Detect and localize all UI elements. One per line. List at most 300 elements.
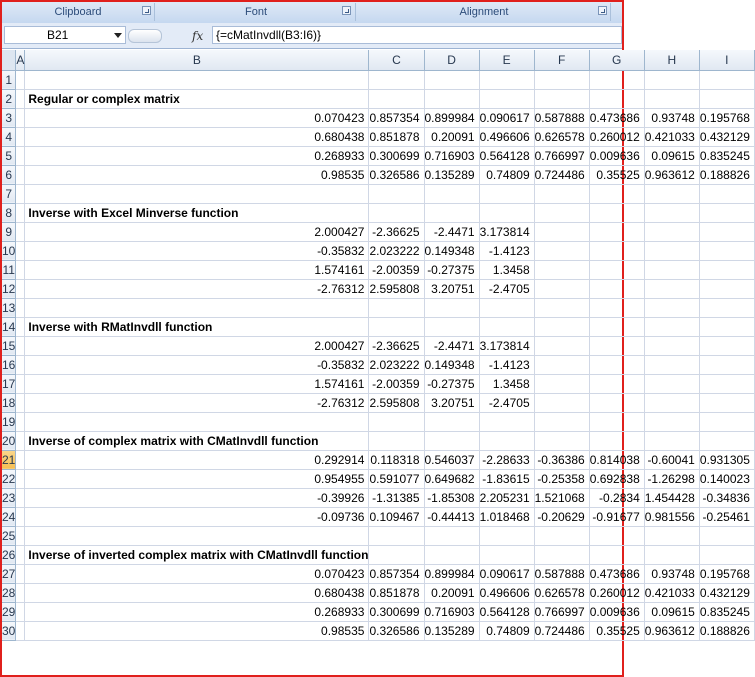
cell[interactable]: 0.135289 (424, 165, 479, 184)
cell[interactable] (25, 70, 369, 89)
cell[interactable]: -1.4123 (479, 241, 534, 260)
row-header[interactable]: 9 (2, 222, 16, 241)
column-header-g[interactable]: G (589, 50, 644, 70)
cell[interactable]: 0.432129 (699, 127, 754, 146)
cell[interactable] (16, 431, 25, 450)
cell[interactable]: 0.35525 (589, 621, 644, 640)
row-header[interactable]: 20 (2, 431, 16, 450)
cell[interactable] (16, 108, 25, 127)
column-header-b[interactable]: B (25, 50, 369, 70)
section-title-cell[interactable]: Inverse with RMatInvdll function (25, 317, 369, 336)
cell[interactable]: 0.851878 (369, 583, 424, 602)
cell[interactable] (644, 89, 699, 108)
cell[interactable]: 0.766997 (534, 146, 589, 165)
cell[interactable] (369, 184, 424, 203)
cell[interactable] (589, 298, 644, 317)
cell[interactable]: 1.3458 (479, 260, 534, 279)
cell[interactable]: 0.963612 (644, 621, 699, 640)
cell[interactable]: 0.680438 (25, 127, 369, 146)
section-title-cell[interactable]: Regular or complex matrix (25, 89, 369, 108)
ribbon-group-font[interactable] (157, 3, 356, 21)
cell[interactable]: 0.814038 (589, 450, 644, 469)
cell[interactable]: 0.649682 (424, 469, 479, 488)
cell[interactable]: -2.4471 (424, 336, 479, 355)
cell[interactable] (644, 355, 699, 374)
cell[interactable] (16, 222, 25, 241)
cell[interactable]: 0.109467 (369, 507, 424, 526)
cell[interactable] (16, 184, 25, 203)
row-header[interactable]: 15 (2, 336, 16, 355)
cell[interactable]: -1.4123 (479, 355, 534, 374)
cell[interactable]: -0.39926 (25, 488, 369, 507)
cell[interactable] (699, 298, 754, 317)
cell[interactable] (589, 545, 644, 564)
cell[interactable]: -2.76312 (25, 393, 369, 412)
cell[interactable] (479, 298, 534, 317)
cell[interactable]: -0.25358 (534, 469, 589, 488)
font-launcher-icon[interactable] (342, 6, 351, 15)
cell[interactable] (589, 412, 644, 431)
cell[interactable]: 0.09615 (644, 602, 699, 621)
cell[interactable] (369, 298, 424, 317)
cell[interactable] (589, 279, 644, 298)
cell[interactable]: 0.135289 (424, 621, 479, 640)
ribbon-group-alignment[interactable] (358, 3, 611, 21)
cell[interactable] (644, 374, 699, 393)
row-header[interactable]: 17 (2, 374, 16, 393)
column-header-a[interactable]: A (16, 50, 25, 70)
cell[interactable] (16, 374, 25, 393)
cell[interactable] (16, 526, 25, 545)
cell[interactable] (424, 545, 479, 564)
cell[interactable] (644, 279, 699, 298)
cell[interactable]: 2.000427 (25, 336, 369, 355)
insert-function-icon[interactable]: fx (192, 29, 204, 43)
cell[interactable] (589, 184, 644, 203)
cell[interactable] (16, 146, 25, 165)
cell[interactable]: 0.268933 (25, 602, 369, 621)
section-title-cell[interactable]: Inverse of complex matrix with CMatInvdll function (25, 431, 369, 450)
cell[interactable]: -2.00359 (369, 374, 424, 393)
cell[interactable] (424, 431, 479, 450)
cell[interactable]: 3.173814 (479, 222, 534, 241)
cell[interactable]: 0.09615 (644, 146, 699, 165)
cell[interactable]: 0.188826 (699, 165, 754, 184)
cell[interactable] (644, 393, 699, 412)
cell[interactable]: 0.546037 (424, 450, 479, 469)
cell[interactable]: 0.564128 (479, 146, 534, 165)
row-header[interactable]: 22 (2, 469, 16, 488)
cell[interactable]: -2.28633 (479, 450, 534, 469)
cell[interactable]: 0.857354 (369, 564, 424, 583)
cell[interactable] (534, 374, 589, 393)
cell[interactable]: -0.35832 (25, 355, 369, 374)
select-all-corner[interactable] (2, 50, 16, 70)
cell[interactable]: -0.34836 (699, 488, 754, 507)
row-header[interactable]: 8 (2, 203, 16, 222)
cell[interactable] (479, 317, 534, 336)
cell[interactable] (589, 355, 644, 374)
cell[interactable] (699, 393, 754, 412)
cell[interactable]: 0.421033 (644, 583, 699, 602)
cell[interactable] (699, 374, 754, 393)
cell[interactable]: 2.595808 (369, 393, 424, 412)
cell[interactable] (699, 222, 754, 241)
cell[interactable] (534, 260, 589, 279)
cell[interactable] (16, 355, 25, 374)
row-header[interactable]: 7 (2, 184, 16, 203)
cell[interactable] (589, 317, 644, 336)
cell[interactable]: 0.300699 (369, 602, 424, 621)
cell[interactable]: -0.60041 (644, 450, 699, 469)
cell[interactable] (16, 127, 25, 146)
ribbon-group-clipboard[interactable] (2, 3, 155, 21)
cell[interactable]: 0.835245 (699, 146, 754, 165)
cell[interactable] (424, 203, 479, 222)
cell[interactable] (479, 184, 534, 203)
cell[interactable]: -2.36625 (369, 222, 424, 241)
cell[interactable] (534, 526, 589, 545)
cell[interactable] (534, 545, 589, 564)
cell[interactable] (644, 317, 699, 336)
cell[interactable]: 2.023222 (369, 355, 424, 374)
row-header[interactable]: 23 (2, 488, 16, 507)
cell[interactable] (369, 70, 424, 89)
cell[interactable]: 0.931305 (699, 450, 754, 469)
cell[interactable]: 1.574161 (25, 374, 369, 393)
row-header[interactable]: 21 (2, 450, 16, 469)
cell[interactable] (479, 70, 534, 89)
cell[interactable] (479, 203, 534, 222)
row-header[interactable]: 27 (2, 564, 16, 583)
cell[interactable] (534, 70, 589, 89)
cell[interactable] (699, 526, 754, 545)
cell[interactable]: 0.564128 (479, 602, 534, 621)
cell[interactable]: 0.716903 (424, 602, 479, 621)
cell[interactable]: 0.149348 (424, 355, 479, 374)
cell[interactable] (644, 412, 699, 431)
cell[interactable] (534, 222, 589, 241)
cell[interactable] (534, 412, 589, 431)
cell[interactable]: 0.981556 (644, 507, 699, 526)
cell[interactable]: 2.205231 (479, 488, 534, 507)
column-header-e[interactable]: E (479, 50, 534, 70)
row-header[interactable]: 28 (2, 583, 16, 602)
cell[interactable] (16, 241, 25, 260)
cell[interactable] (16, 450, 25, 469)
cell[interactable] (699, 70, 754, 89)
cell[interactable] (534, 89, 589, 108)
cell[interactable] (644, 526, 699, 545)
cell[interactable]: 0.93748 (644, 564, 699, 583)
cell[interactable] (644, 260, 699, 279)
cell[interactable] (534, 355, 589, 374)
cell[interactable]: -2.4705 (479, 279, 534, 298)
cell[interactable] (534, 298, 589, 317)
chevron-down-icon[interactable] (114, 33, 122, 38)
cell[interactable]: 0.680438 (25, 583, 369, 602)
cell[interactable] (479, 431, 534, 450)
cell[interactable]: 1.3458 (479, 374, 534, 393)
cell[interactable] (424, 317, 479, 336)
cell[interactable] (369, 545, 424, 564)
cell[interactable] (589, 203, 644, 222)
cell[interactable]: 0.260012 (589, 127, 644, 146)
row-header[interactable]: 6 (2, 165, 16, 184)
cell[interactable] (16, 602, 25, 621)
row-header[interactable]: 1 (2, 70, 16, 89)
formula-bar-splitter[interactable] (128, 29, 162, 43)
cell[interactable]: -1.85308 (424, 488, 479, 507)
cell[interactable]: -0.35832 (25, 241, 369, 260)
cell[interactable] (479, 545, 534, 564)
cell[interactable]: 0.74809 (479, 165, 534, 184)
row-header[interactable]: 29 (2, 602, 16, 621)
cell[interactable] (16, 165, 25, 184)
cell[interactable] (16, 583, 25, 602)
cell[interactable]: 0.587888 (534, 564, 589, 583)
cell[interactable]: 0.766997 (534, 602, 589, 621)
row-header[interactable]: 18 (2, 393, 16, 412)
cell[interactable]: 0.149348 (424, 241, 479, 260)
cell[interactable]: -0.27375 (424, 374, 479, 393)
cell[interactable] (16, 469, 25, 488)
cell[interactable]: 0.090617 (479, 108, 534, 127)
cell[interactable]: 0.473686 (589, 564, 644, 583)
cell[interactable] (534, 336, 589, 355)
cell[interactable]: -0.09736 (25, 507, 369, 526)
column-header-f[interactable]: F (534, 50, 589, 70)
cell[interactable]: 0.724486 (534, 165, 589, 184)
row-header[interactable]: 2 (2, 89, 16, 108)
cell[interactable] (16, 70, 25, 89)
column-header-h[interactable]: H (644, 50, 699, 70)
cell[interactable]: 0.591077 (369, 469, 424, 488)
cell[interactable]: 0.835245 (699, 602, 754, 621)
cell[interactable] (644, 222, 699, 241)
cell[interactable] (16, 89, 25, 108)
cell[interactable] (589, 336, 644, 355)
cell[interactable]: 0.963612 (644, 165, 699, 184)
cell[interactable]: 0.090617 (479, 564, 534, 583)
cell[interactable]: -0.44413 (424, 507, 479, 526)
cell[interactable]: 0.421033 (644, 127, 699, 146)
cell[interactable] (644, 336, 699, 355)
cell[interactable] (424, 526, 479, 545)
cell[interactable]: 1.521068 (534, 488, 589, 507)
section-title-cell[interactable]: Inverse of inverted complex matrix with CMatInvdll function (25, 545, 369, 564)
cell[interactable] (479, 526, 534, 545)
row-header[interactable]: 24 (2, 507, 16, 526)
cell[interactable]: 0.496606 (479, 127, 534, 146)
cell[interactable] (644, 203, 699, 222)
cell[interactable] (699, 355, 754, 374)
cell[interactable] (589, 526, 644, 545)
cell[interactable] (589, 89, 644, 108)
cell[interactable]: 0.74809 (479, 621, 534, 640)
cell[interactable]: 1.574161 (25, 260, 369, 279)
cell[interactable] (369, 431, 424, 450)
cell[interactable] (699, 260, 754, 279)
cell[interactable]: 0.857354 (369, 108, 424, 127)
cell[interactable]: 0.326586 (369, 621, 424, 640)
row-header[interactable]: 12 (2, 279, 16, 298)
cell[interactable] (534, 317, 589, 336)
cell[interactable]: -0.2834 (589, 488, 644, 507)
cell[interactable]: 0.300699 (369, 146, 424, 165)
cell[interactable] (699, 279, 754, 298)
formula-input[interactable]: {=cMatInvdll(B3:I6)} (212, 26, 622, 44)
cell[interactable]: 1.454428 (644, 488, 699, 507)
cell[interactable]: 3.173814 (479, 336, 534, 355)
cell[interactable] (424, 298, 479, 317)
cell[interactable] (534, 241, 589, 260)
cell[interactable] (644, 431, 699, 450)
cell[interactable]: 0.268933 (25, 146, 369, 165)
cell[interactable] (589, 222, 644, 241)
cell[interactable]: 2.595808 (369, 279, 424, 298)
cell[interactable] (25, 526, 369, 545)
row-header[interactable]: 4 (2, 127, 16, 146)
cell[interactable]: 0.93748 (644, 108, 699, 127)
cell[interactable] (699, 241, 754, 260)
cell[interactable] (699, 184, 754, 203)
row-header[interactable]: 11 (2, 260, 16, 279)
cell[interactable]: 0.140023 (699, 469, 754, 488)
cell[interactable]: 0.070423 (25, 564, 369, 583)
cell[interactable] (16, 507, 25, 526)
cell[interactable]: -2.4471 (424, 222, 479, 241)
row-header[interactable]: 10 (2, 241, 16, 260)
cell[interactable] (699, 412, 754, 431)
alignment-launcher-icon[interactable] (598, 6, 607, 15)
cell[interactable]: 3.20751 (424, 393, 479, 412)
column-header-c[interactable]: C (369, 50, 424, 70)
cell[interactable] (16, 412, 25, 431)
cell[interactable]: 2.023222 (369, 241, 424, 260)
cell[interactable] (589, 70, 644, 89)
cell[interactable]: -2.4705 (479, 393, 534, 412)
row-header[interactable]: 30 (2, 621, 16, 640)
cell[interactable]: 0.587888 (534, 108, 589, 127)
cell[interactable] (699, 545, 754, 564)
column-header-d[interactable]: D (424, 50, 479, 70)
cell[interactable]: 3.20751 (424, 279, 479, 298)
column-header-i[interactable]: I (699, 50, 754, 70)
cell[interactable]: 0.326586 (369, 165, 424, 184)
cell[interactable]: 0.716903 (424, 146, 479, 165)
cell[interactable] (16, 545, 25, 564)
cell[interactable] (16, 393, 25, 412)
cell[interactable] (589, 241, 644, 260)
cell[interactable]: 0.899984 (424, 564, 479, 583)
cell[interactable] (699, 203, 754, 222)
cell[interactable] (16, 203, 25, 222)
cell[interactable] (589, 260, 644, 279)
cell[interactable] (369, 317, 424, 336)
cell[interactable]: 0.20091 (424, 127, 479, 146)
cell[interactable]: -1.26298 (644, 469, 699, 488)
cell[interactable] (16, 260, 25, 279)
cell[interactable]: 0.20091 (424, 583, 479, 602)
cell[interactable] (25, 412, 369, 431)
cell[interactable]: 0.98535 (25, 621, 369, 640)
cell[interactable]: 0.496606 (479, 583, 534, 602)
cell[interactable]: 0.724486 (534, 621, 589, 640)
row-header[interactable]: 19 (2, 412, 16, 431)
cell[interactable] (644, 70, 699, 89)
clipboard-launcher-icon[interactable] (142, 6, 151, 15)
row-header[interactable]: 13 (2, 298, 16, 317)
cell[interactable]: 0.009636 (589, 146, 644, 165)
cell[interactable]: 0.626578 (534, 583, 589, 602)
cell[interactable]: 0.260012 (589, 583, 644, 602)
cell[interactable] (699, 89, 754, 108)
cell[interactable] (589, 393, 644, 412)
cell[interactable] (16, 564, 25, 583)
cell[interactable] (644, 241, 699, 260)
cell[interactable]: -2.00359 (369, 260, 424, 279)
cell[interactable]: 0.070423 (25, 108, 369, 127)
row-header[interactable]: 5 (2, 146, 16, 165)
row-header[interactable]: 14 (2, 317, 16, 336)
cell[interactable]: -0.20629 (534, 507, 589, 526)
section-title-cell[interactable]: Inverse with Excel Minverse function (25, 203, 369, 222)
cell[interactable] (369, 89, 424, 108)
cell[interactable] (644, 298, 699, 317)
cell[interactable] (424, 89, 479, 108)
cell[interactable]: -2.76312 (25, 279, 369, 298)
cell[interactable]: 0.432129 (699, 583, 754, 602)
cell[interactable]: 0.195768 (699, 108, 754, 127)
cell[interactable] (16, 336, 25, 355)
cell[interactable]: -1.31385 (369, 488, 424, 507)
cell[interactable] (16, 621, 25, 640)
cell[interactable] (16, 488, 25, 507)
cell[interactable] (369, 412, 424, 431)
cell[interactable]: 0.188826 (699, 621, 754, 640)
cell[interactable] (16, 279, 25, 298)
cell[interactable] (479, 89, 534, 108)
cell[interactable]: 1.018468 (479, 507, 534, 526)
cell[interactable]: 0.626578 (534, 127, 589, 146)
cell[interactable]: 0.692838 (589, 469, 644, 488)
cell[interactable]: 2.000427 (25, 222, 369, 241)
cell[interactable] (369, 203, 424, 222)
cell[interactable]: 0.35525 (589, 165, 644, 184)
cell[interactable]: 0.899984 (424, 108, 479, 127)
row-header[interactable]: 3 (2, 108, 16, 127)
cell[interactable] (25, 184, 369, 203)
cell[interactable] (534, 431, 589, 450)
cell[interactable]: 0.851878 (369, 127, 424, 146)
cell[interactable] (424, 184, 479, 203)
cell[interactable]: 0.118318 (369, 450, 424, 469)
cell[interactable]: 0.954955 (25, 469, 369, 488)
cell[interactable] (534, 203, 589, 222)
name-box[interactable] (4, 26, 126, 44)
cell[interactable] (16, 317, 25, 336)
cell[interactable] (644, 184, 699, 203)
row-header[interactable]: 25 (2, 526, 16, 545)
cell[interactable]: 0.195768 (699, 564, 754, 583)
row-header[interactable]: 26 (2, 545, 16, 564)
cell[interactable] (424, 412, 479, 431)
cell[interactable]: -2.36625 (369, 336, 424, 355)
cell[interactable]: 0.009636 (589, 602, 644, 621)
cell[interactable] (699, 431, 754, 450)
cell[interactable] (534, 184, 589, 203)
